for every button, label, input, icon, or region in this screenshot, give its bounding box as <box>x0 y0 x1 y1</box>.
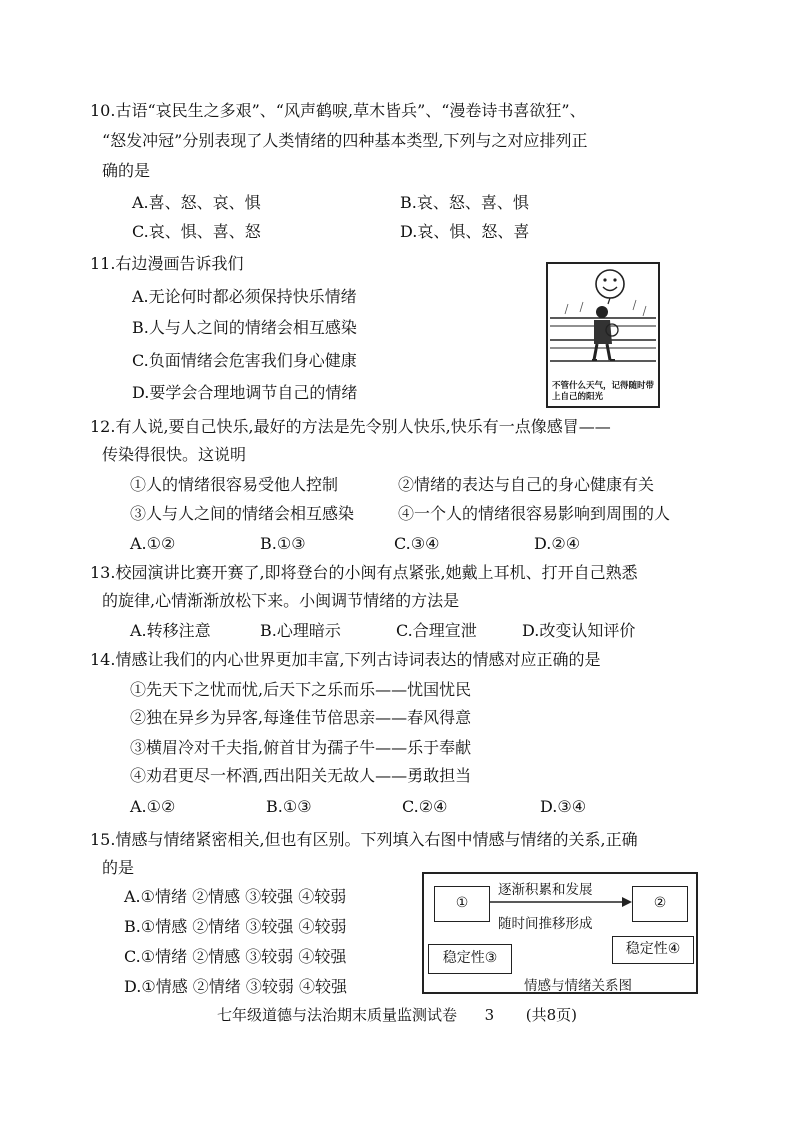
q13-option-b: B.心理暗示 <box>260 621 341 640</box>
q12-stem-line-1: 12.有人说,要自己快乐,最好的方法是先令别人快乐,快乐有一点像感冒—— <box>90 417 611 436</box>
q13-stem-line-1: 13.校园演讲比赛开赛了,即将登台的小闽有点紧张,她戴上耳机、打开自己熟悉 <box>90 563 638 582</box>
q14-item-1: ①先天下之忧而忧,后天下之乐而乐——忧国忧民 <box>130 680 472 699</box>
q12-item-3: ③人与人之间的情绪会相互感染 <box>130 504 355 523</box>
q10-stem-line-3: 确的是 <box>102 161 151 180</box>
q11-stem: 11.右边漫画告诉我们 <box>90 254 244 273</box>
diagram-arrow-bottom-label: 随时间推移形成 <box>498 916 593 932</box>
diagram-box-2: ② <box>632 886 688 922</box>
page-footer <box>0 1004 794 1025</box>
q15-option-b: B.①情感 ②情绪 ③较强 ④较弱 <box>124 917 347 936</box>
q14-item-4: ④劝君更尽一杯酒,西出阳关无故人——勇敢担当 <box>130 766 472 785</box>
q11-option-d: D.要学会合理地调节自己的情绪 <box>132 383 358 402</box>
q11-cartoon <box>546 262 660 408</box>
diagram-caption: 情感与情绪关系图 <box>524 978 632 994</box>
q14-option-c: C.②④ <box>402 797 448 816</box>
q14-stem: 14.情感让我们的内心世界更加丰富,下列古诗词表达的情感对应正确的是 <box>90 650 601 669</box>
q15-option-a: A.①情绪 ②情感 ③较强 ④较弱 <box>124 887 347 906</box>
q15-option-d: D.①情感 ②情绪 ③较弱 ④较强 <box>124 977 347 996</box>
q12-stem-line-2: 传染得很快。这说明 <box>102 445 247 464</box>
cartoon-caption: 不管什么天气，记得随时带上自己的阳光 <box>552 381 655 402</box>
q12-option-b: B.①③ <box>260 534 306 553</box>
q11-option-b: B.人与人之间的情绪会相互感染 <box>132 318 357 337</box>
q14-item-3: ③横眉冷对千夫指,俯首甘为孺子牛——乐于奉献 <box>130 738 472 757</box>
diagram-stability-right: 稳定性④ <box>612 936 694 964</box>
diagram-stability-left: 稳定性③ <box>428 944 512 974</box>
q12-option-d: D.②④ <box>534 534 581 553</box>
q13-option-d: D.改变认知评价 <box>522 621 636 640</box>
q10-option-a: A.喜、怒、哀、惧 <box>132 193 261 212</box>
q14-option-d: D.③④ <box>540 797 587 816</box>
q12-item-1: ①人的情绪很容易受他人控制 <box>130 475 339 494</box>
diagram-arrow-icon <box>490 896 632 908</box>
q10-option-d: D.哀、惧、怒、喜 <box>400 222 530 241</box>
q14-option-a: A.①② <box>130 797 176 816</box>
diagram-arrow-top-label: 逐渐积累和发展 <box>498 882 593 898</box>
footer-total-pages: (共8页) <box>525 1006 577 1024</box>
q13-option-a: A.转移注意 <box>130 621 211 640</box>
q12-item-4: ④一个人的情绪很容易影响到周围的人 <box>398 504 671 523</box>
q10-stem-line-2: “怒发冲冠”分别表现了人类情绪的四种基本类型,下列与之对应排列正 <box>102 131 588 150</box>
q14-item-2: ②独在异乡为异客,每逢佳节倍思亲——春风得意 <box>130 708 472 727</box>
q10-option-b: B.哀、怒、喜、惧 <box>400 193 529 212</box>
diagram-box-1: ① <box>434 886 490 922</box>
q10-stem-line-1: 10.古语“哀民生之多艰”、“风声鹤唳,草木皆兵”、“漫卷诗书喜欲狂”、 <box>90 101 586 120</box>
footer-page-number: 3 <box>484 1006 495 1024</box>
q15-stem-line-2: 的是 <box>102 858 135 877</box>
q11-option-c: C.负面情绪会危害我们身心健康 <box>132 351 357 370</box>
q15-stem-line-1: 15.情感与情绪紧密相关,但也有区别。下列填入右图中情感与情绪的关系,正确 <box>90 830 638 849</box>
q13-option-c: C.合理宣泄 <box>396 621 477 640</box>
q12-item-2: ②情绪的表达与自己的身心健康有关 <box>398 475 655 494</box>
q15-option-c: C.①情绪 ②情感 ③较弱 ④较强 <box>124 947 347 966</box>
q11-option-a: A.无论何时都必须保持快乐情绪 <box>132 287 357 306</box>
emotion-feeling-diagram <box>422 872 698 994</box>
q10-option-c: C.哀、惧、喜、怒 <box>132 222 261 241</box>
footer-title: 七年级道德与法治期末质量监测试卷 <box>217 1006 458 1024</box>
q13-stem-line-2: 的旋律,心情渐渐放松下来。小闽调节情绪的方法是 <box>102 591 460 610</box>
q12-option-c: C.③④ <box>394 534 440 553</box>
q12-option-a: A.①② <box>130 534 176 553</box>
q14-option-b: B.①③ <box>266 797 312 816</box>
cartoon-illustration <box>548 264 658 374</box>
